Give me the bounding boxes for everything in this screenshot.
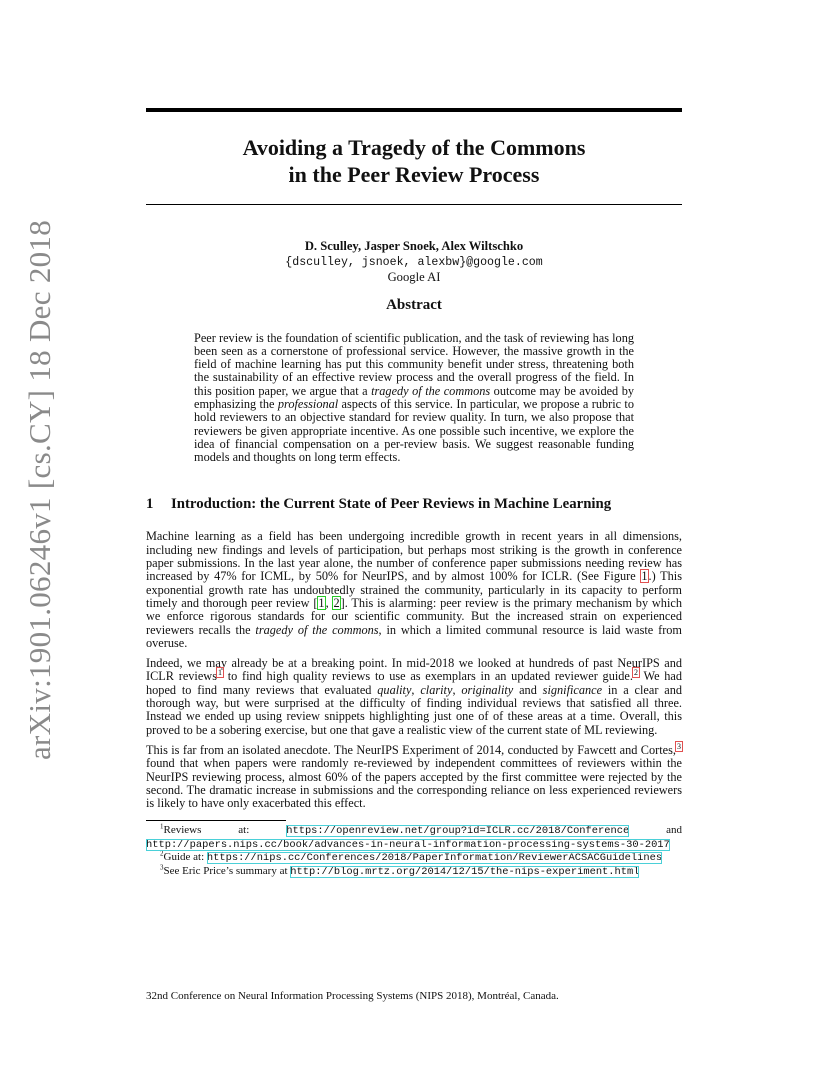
abstract-part: Peer review is the foundation of scientific publication, and the task of reviewing has long been seen as a cornerstone of professional service. However, the massive growth in the field of machine learning has put this community benefit under stress, threatening both the sustainability of an effective review process and the overall progress of the field. In this position paper, we argue that a bbox=[194, 330, 634, 398]
footnote-url-link[interactable]: https://openreview.net/group?id=ICLR.cc/2018/Conference bbox=[286, 825, 630, 838]
footnote-number: 3 bbox=[160, 863, 164, 872]
paragraph-text: , bbox=[325, 595, 333, 610]
abstract-emphasis: professional bbox=[277, 396, 339, 411]
author-emails: {dsculley, jsnoek, alexbw}@google.com bbox=[285, 255, 543, 269]
paragraph-text: in a clear and thorough way, but were surprised at the difficulty of finding individual reviews that satisfied all three. Instead we ended up using review snippets highlighting just one of of these areas at a time. Overall, this proved to be a sobering exercise, but one that gave a realistic view of the current state of ML reviewing. bbox=[146, 682, 683, 737]
footnote-url-link[interactable]: http://blog.mrtz.org/2014/12/15/the-nips-experiment.html bbox=[290, 865, 640, 878]
paragraph-text: .) This exponential growth rate has undoubtedly strained the community, particularly in its capacity to perform timely and thorough peer review [ bbox=[146, 569, 682, 610]
footnote-url-link[interactable]: http://papers.nips.cc/book/advances-in-neural-information-processing-systems-30-2017 bbox=[146, 838, 670, 851]
paragraph-text: to find high quality reviews to use as exemplars in an updated reviewer guide. bbox=[222, 669, 633, 684]
paragraph-emphasis: tragedy of the commons bbox=[255, 622, 379, 637]
paragraph-text: ]. This is alarming: peer review is the primary mechanism by which we enforce rigorous standards for our scientific community. But the increased strain on experienced reviewers recalls the bbox=[146, 595, 682, 637]
section-heading bbox=[146, 496, 682, 513]
footnote-text: Guide at: bbox=[163, 851, 207, 864]
paragraph-emphasis: clarity bbox=[420, 682, 453, 697]
paragraph-emphasis: originality bbox=[461, 682, 514, 697]
footnote-marker-link[interactable]: 3 bbox=[677, 741, 681, 751]
paragraph-text: Indeed, we may already be at a breaking point. In mid-2018 we looked at hundreds of past NeurIPS and ICLR reviews bbox=[146, 656, 682, 684]
author-block bbox=[146, 239, 682, 286]
paragraph-text: , in which a limited communal resource is laid waste from overuse. bbox=[146, 622, 682, 650]
author-affiliation: Google AI bbox=[387, 270, 441, 284]
paragraph-text: This is far from an isolated anecdote. The NeurIPS Experiment of 2014, conducted by Fawcett and Cortes, bbox=[146, 742, 676, 757]
section-number: 1 bbox=[146, 496, 154, 513]
paper-page bbox=[146, 108, 682, 878]
footnote-rule bbox=[146, 820, 286, 821]
abstract-heading: Abstract bbox=[386, 296, 442, 313]
footnote-2 bbox=[146, 851, 682, 865]
title-bottom-rule bbox=[146, 204, 682, 205]
footnotes bbox=[146, 820, 682, 878]
title-top-rule bbox=[146, 108, 682, 112]
citation-link[interactable]: 2 bbox=[333, 595, 340, 610]
paper-title bbox=[146, 134, 682, 188]
paragraph-emphasis: quality bbox=[377, 682, 412, 697]
footnote-marker-link[interactable]: 2 bbox=[633, 668, 638, 678]
paragraph-emphasis: significance bbox=[542, 682, 603, 697]
footnote-marker-link[interactable]: 1 bbox=[217, 668, 222, 678]
title-line-1: Avoiding a Tragedy of the Commons bbox=[242, 135, 586, 160]
footnote-number: 2 bbox=[160, 849, 164, 858]
footnote-1 bbox=[146, 824, 682, 851]
abstract-emphasis: tragedy of the commons bbox=[371, 383, 491, 398]
paragraph-text: We had hoped to find many reviews that evaluated bbox=[146, 669, 683, 697]
figure-reference-link[interactable]: 1 bbox=[641, 569, 648, 584]
paragraph-text: Machine learning as a field has been undergoing incredible growth in recent years in all dimensions, including new findings and levels of participation, but perhaps most striking is the growth in conference paper submissions. In the last year alone, the number of conference paper submissions needing review has increased by 47% for ICML, by 50% for NeurIPS, and by almost 100% for ICLR. (See Figure bbox=[146, 529, 682, 584]
footnote-url-link[interactable]: https://nips.cc/Conferences/2018/PaperInformation/ReviewerACSACGuidelines bbox=[206, 852, 663, 865]
abstract-part: outcome may be avoided by emphasizing the bbox=[194, 383, 634, 411]
paragraph-text: , bbox=[452, 682, 462, 697]
author-names: D. Sculley, Jasper Snoek, Alex Wiltschko bbox=[304, 239, 524, 253]
abstract-text bbox=[194, 332, 634, 465]
conference-venue-footer: 32nd Conference on Neural Information Processing Systems (NIPS 2018), Montréal, Canada. bbox=[146, 990, 559, 1002]
citation-link[interactable]: 1 bbox=[318, 595, 325, 610]
intro-paragraph-3 bbox=[146, 741, 682, 811]
title-line-2: in the Peer Review Process bbox=[288, 162, 540, 187]
section-title: Introduction: the Current State of Peer Reviews in Machine Learning bbox=[171, 496, 612, 513]
footnote-text: and bbox=[629, 824, 682, 837]
paragraph-text: and bbox=[513, 682, 543, 697]
footnote-3 bbox=[146, 865, 682, 879]
intro-paragraph-1 bbox=[146, 530, 682, 650]
abstract-part: aspects of this service. In particular, we propose a rubric to hold reviewers to an objective standard for review quality. In turn, we also propose that reviewers be given appropriate incentive. As one possible such incentive, we explore the idea of financial compensation on a per-review basis. We suggest reasonable funding models and thoughts on long term effects. bbox=[194, 396, 634, 465]
footnote-text: Reviews at: bbox=[163, 824, 287, 837]
footnote-text: See Eric Price’s summary at bbox=[163, 864, 291, 877]
intro-paragraph-2 bbox=[146, 657, 682, 737]
footnote-number: 1 bbox=[160, 822, 164, 831]
paragraph-text: , bbox=[411, 682, 421, 697]
arxiv-identifier-stamp: arXiv:1901.06246v1 [cs.CY] 18 Dec 2018 bbox=[22, 219, 57, 760]
paragraph-text: found that when papers were randomly re-reviewed by independent committees of reviewers within the NeurIPS reviewing process, almost 60% of the papers accepted by the first committee were rejected by the second. The dramatic increase in submissions and the corresponding reliance on less experienced reviewers is likely to have only exacerbated this effect. bbox=[146, 756, 682, 811]
